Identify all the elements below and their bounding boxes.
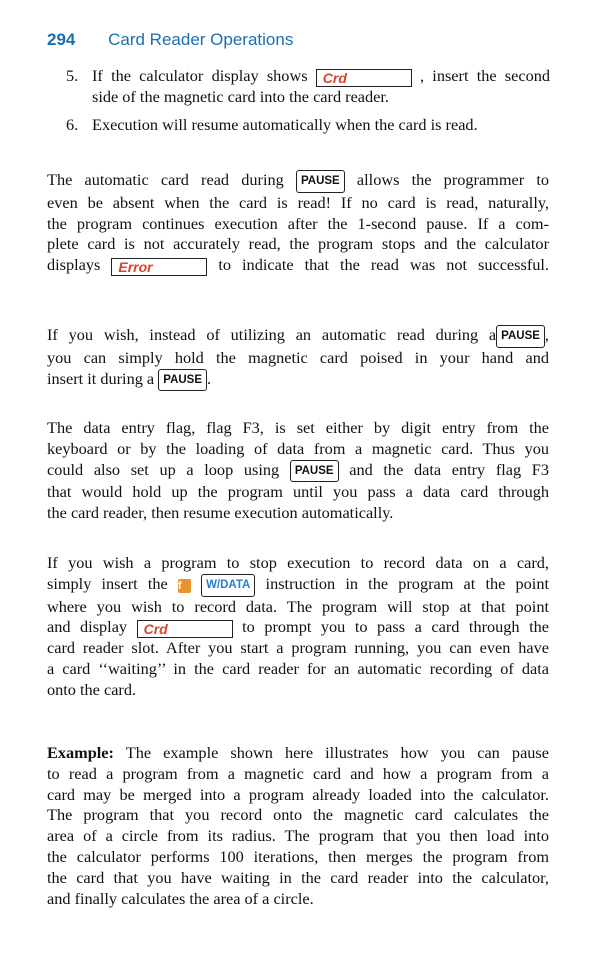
pause-key: PAUSE bbox=[296, 170, 345, 193]
text-line: you can simply hold the magnetic card poised in your hand and bbox=[47, 347, 549, 367]
wdata-key: W/DATA bbox=[201, 574, 255, 597]
step-item bbox=[0, 66, 550, 108]
text-line: could also set up a loop using PAUSE and the data entry flag F3 bbox=[47, 460, 549, 483]
text-line: Execution will resume automatically when the card is read. bbox=[92, 114, 478, 134]
text-line: simply insert the f W/DATA instruction in the program at the point bbox=[47, 574, 549, 597]
step-list bbox=[0, 66, 593, 143]
text-line: even be absent when the card is read! If no card is read, naturally, bbox=[47, 192, 549, 212]
display-crd: Crd bbox=[137, 620, 233, 638]
f-key: f bbox=[178, 579, 191, 593]
text-line: The program that you record onto the magnetic card calculates the bbox=[47, 805, 549, 825]
paragraph-data-entry-flag bbox=[47, 418, 549, 524]
page-header bbox=[47, 30, 293, 50]
text-line: The data entry flag, flag F3, is set either by digit entry from the bbox=[47, 418, 549, 437]
text-line: Example: The example shown here illustrates how you can pause bbox=[47, 743, 549, 762]
step-number: 5. bbox=[66, 66, 79, 85]
pause-key: PAUSE bbox=[290, 460, 339, 483]
paragraph-automatic-read bbox=[47, 170, 549, 276]
text-line: and finally calculates the area of a circle. bbox=[47, 888, 314, 908]
example-label: Example: bbox=[47, 743, 114, 762]
text-line: side of the magnetic card into the card reader. bbox=[92, 87, 389, 106]
text-line: the calculator performs 100 iterations, then merges the program from bbox=[47, 846, 549, 866]
text-line: the card reader, then resume execution automatically. bbox=[47, 503, 394, 523]
text-line: area of a circle from its radius. The program that you then load into bbox=[47, 826, 549, 846]
text-line: The automatic card read during PAUSE allows the programmer to bbox=[47, 170, 549, 193]
text-line: the program continues execution after the 1-second pause. If a com- bbox=[47, 213, 549, 233]
text-line: to read a program from a magnetic card and how a program from a bbox=[47, 763, 549, 783]
pause-key: PAUSE bbox=[496, 325, 545, 348]
text-line: displays Error to indicate that the read was not successful. bbox=[47, 255, 549, 276]
text-line: card may be merged into a program already loaded into the calculator. bbox=[47, 784, 549, 804]
section-title: Card Reader Operations bbox=[108, 30, 294, 49]
text-line: and display Crd to prompt you to pass a card through the bbox=[47, 617, 549, 638]
step-item bbox=[0, 115, 550, 136]
display-error: Error bbox=[111, 258, 207, 276]
display-crd: Crd bbox=[316, 69, 412, 87]
text-line: insert it during a PAUSE . bbox=[47, 369, 549, 392]
text-line: plete card is not accurately read, the program stops and the calculator bbox=[47, 234, 549, 254]
text-line: keyboard or by the loading of data from a magnetic card. Thus you bbox=[47, 438, 549, 458]
paragraph-record-data bbox=[47, 553, 549, 701]
text-line: onto the card. bbox=[47, 679, 137, 699]
page-number: 294 bbox=[47, 30, 76, 49]
step-number: 6. bbox=[66, 114, 79, 134]
text-line: where you wish to record data. The program will stop at that point bbox=[47, 596, 549, 616]
pause-key: PAUSE bbox=[158, 369, 207, 392]
text-line: If the calculator display shows Crd , insert the second bbox=[92, 66, 551, 86]
paragraph-manual-insert bbox=[47, 325, 549, 391]
text-line: the card that you have waiting in the card reader into the calculator, bbox=[47, 867, 549, 887]
text-line: If you wish a program to stop execution to record data on a card, bbox=[47, 553, 549, 572]
paragraph-example bbox=[47, 743, 549, 909]
text-line: a card ‘‘waiting’’ in the card reader for an automatic recording of data bbox=[47, 659, 549, 679]
text-line: card reader slot. After you start a program running, you can even have bbox=[47, 638, 549, 658]
text-line: that would hold up the program until you pass a data card through bbox=[47, 482, 549, 502]
text-line: If you wish, instead of utilizing an automatic read during a PAUSE , bbox=[47, 325, 549, 348]
